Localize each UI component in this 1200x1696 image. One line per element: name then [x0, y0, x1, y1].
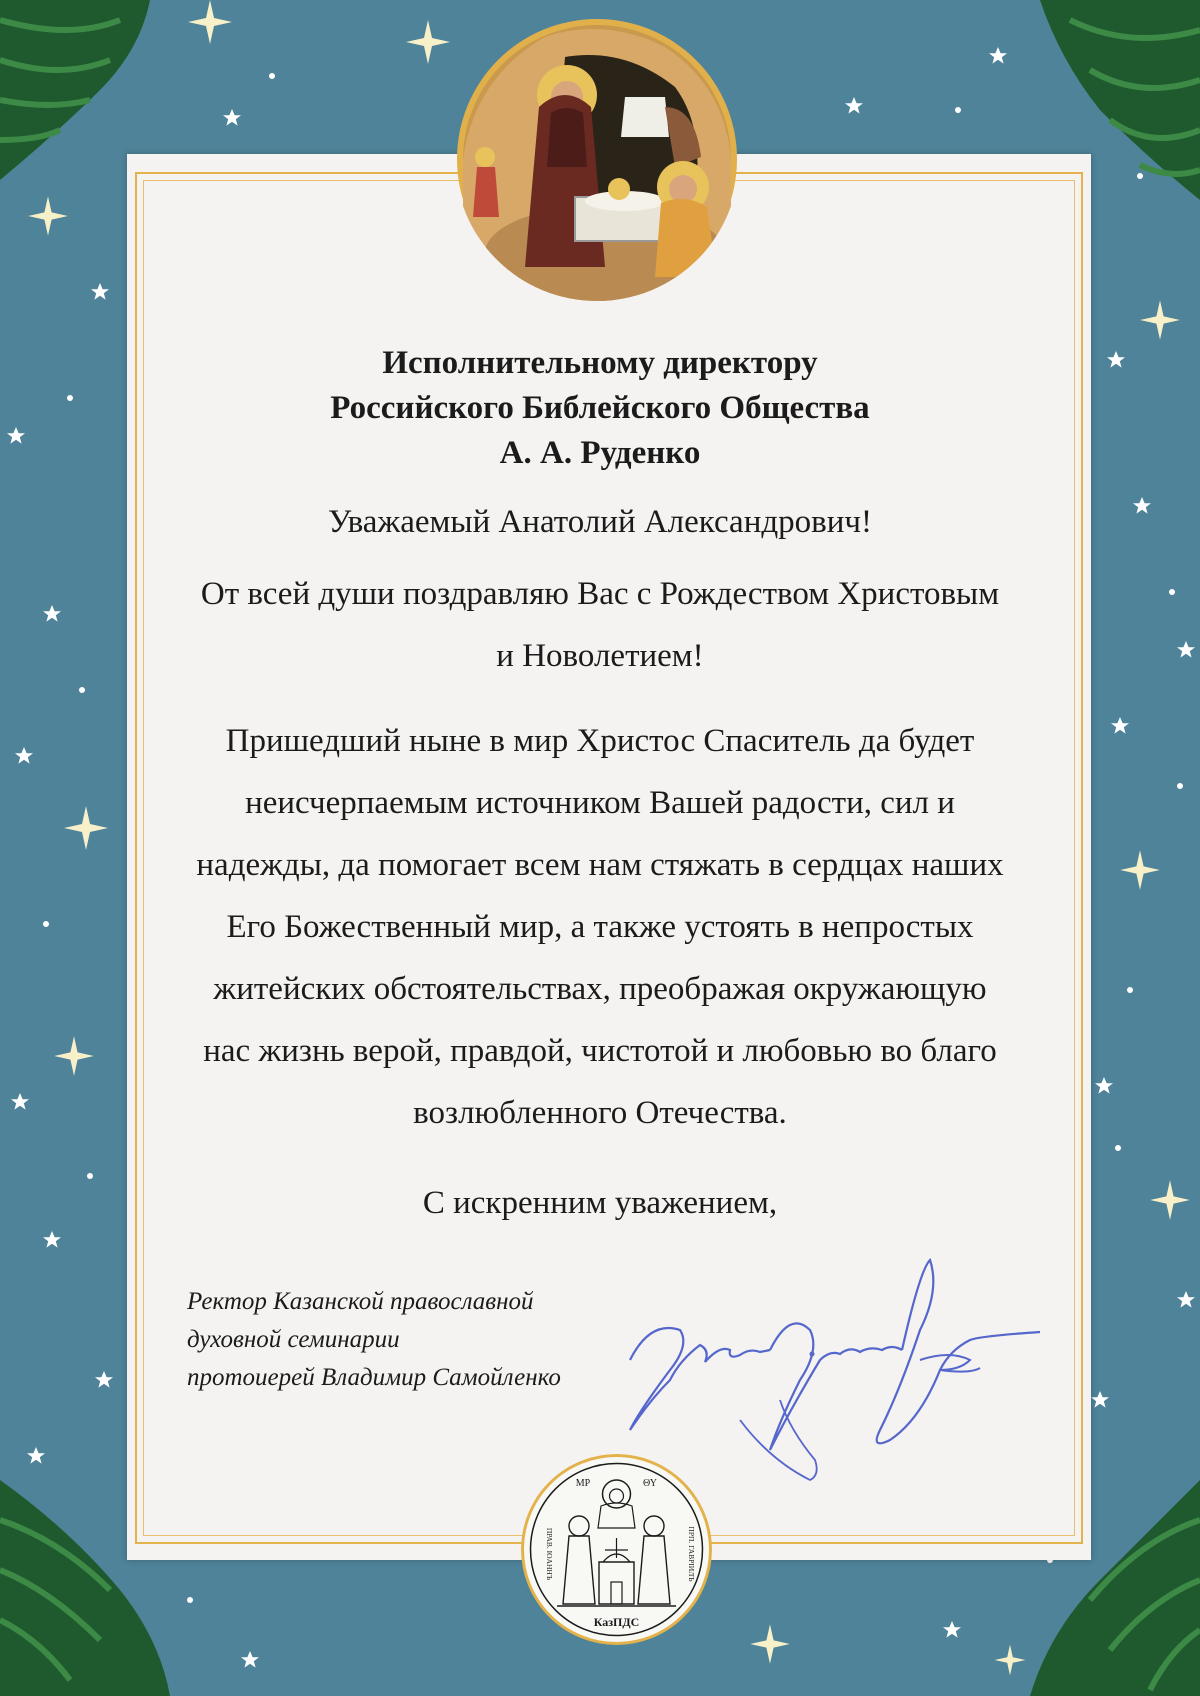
addressee-block: [0, 341, 1200, 476]
seal-top-right-text: ΘΥ: [643, 1478, 657, 1489]
paragraph1-line: и Новолетием!: [496, 638, 704, 674]
paragraph2-line: нас жизнь верой, правдой, чистотой и любовью во благо: [203, 1033, 997, 1069]
signer-line: духовной семинарии: [187, 1326, 400, 1353]
paragraph2-line: возлюбленного Отечества.: [413, 1095, 787, 1131]
paragraph2-line: Его Божественный мир, а также устоять в непростых: [226, 909, 974, 945]
nativity-icon: [455, 17, 739, 301]
nativity-icon-medallion: [455, 17, 739, 301]
congratulation-paragraph: [0, 563, 1200, 687]
paragraph2-line: Пришедший ныне в мир Христос Спаситель да будет: [225, 723, 975, 759]
paragraph2-line: неисчерпаемым источником Вашей радости, сил и: [245, 785, 955, 821]
signer-line: протоиерей Владимир Самойленко: [187, 1364, 561, 1391]
paragraph2-line: житейских обстоятельствах, преображая окружающую: [213, 971, 987, 1007]
closing-line: С искренним уважением,: [422, 1185, 778, 1221]
addressee-line-2: Российского Библейского Общества: [330, 390, 870, 426]
seal-bottom-text: КазПДС: [593, 1615, 640, 1629]
paragraph1-line: От всей души поздравляю Вас с Рождеством Христовым: [200, 576, 1000, 612]
paragraph2-line: надежды, да помогает всем нам стяжать в сердцах наших: [196, 847, 1004, 883]
seal-top-left-text: МР: [575, 1478, 591, 1489]
seal-right-text: ПРП. ГАВРIИЛЪ: [687, 1526, 696, 1582]
signer-block: [187, 1283, 561, 1397]
wishes-paragraph: [0, 710, 1200, 1144]
greeting: Уважаемый Анатолий Александрович!: [327, 504, 872, 540]
signer-line: Ректор Казанской православной: [187, 1288, 534, 1315]
addressee-line-3: А. А. Руденко: [499, 435, 701, 471]
seal-left-text: ПРАВ. IOАННЪ: [545, 1527, 554, 1581]
seminary-seal: [521, 1454, 712, 1645]
fir-branch-top-left: [0, 0, 150, 180]
addressee-line-1: Исполнительному директору: [382, 345, 818, 381]
handwritten-signature: [620, 1250, 1060, 1490]
